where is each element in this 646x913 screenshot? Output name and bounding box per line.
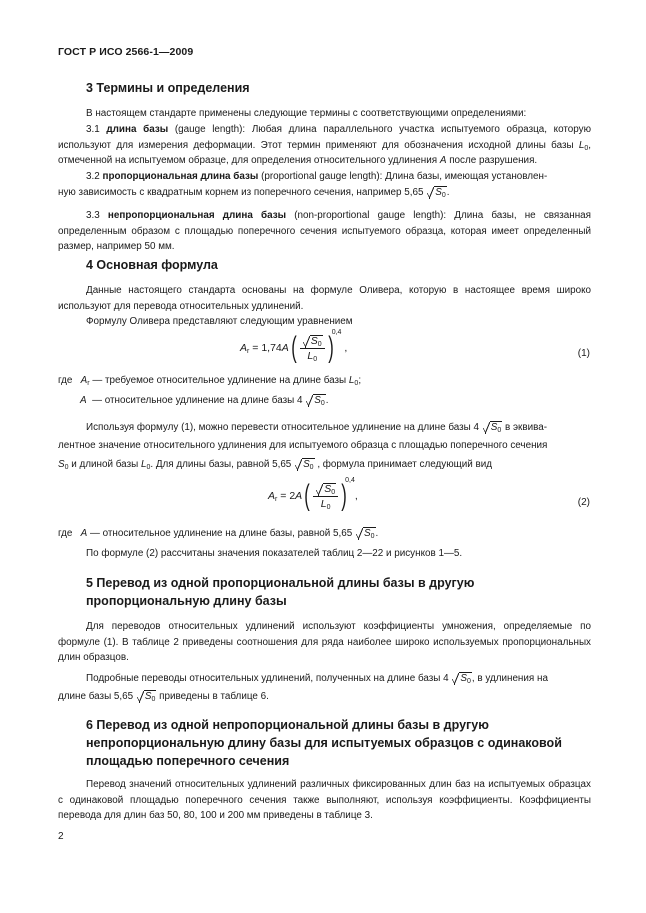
s4-para-4: По формуле (2) рассчитаны значения показателей таблиц 2—22 и рисунков 1—5. [86,548,463,559]
document-header: ГОСТ Р ИСО 2566-1—2009 [58,46,194,58]
s6-para-1: Перевод значений относительных удлинений различных фиксированных длин баз на испытуемых образцах с одинаковой площадью поперечного сечения также выполняют, используя коэффициенты. Коэффициенты перевода для длин баз 50, 80, 100 и 200 мм приведены в таблице 3. [58,779,591,822]
s3-intro: В настоящем стандарте применены следующие термины с соответствующими определениями: [86,108,527,119]
s5-para-2-line-1: Подробные переводы относительных удлинений, полученных на длине базы 4 $S_0$, в удлинения на [86,673,548,685]
sqrt-symbol: $S_0$ [427,186,447,199]
section-6-heading: 6 Перевод из одной непропорциональной длины базы в другую непропорциональную длину базы для испытуемых образцов с одинаковой площадью поперечного сечения [86,718,562,768]
equation-2-number: (2) [577,497,590,508]
equation-1-number: (1) [577,348,590,359]
term-3-2-name: пропорциональная длина базы [102,171,259,182]
where-line-3: где A — относительное удлинение на длине базы, равной 5,65 $S_0$. [58,528,379,540]
page-number: 2 [58,831,64,842]
s4-para-3-line-1: Используя формулу (1), можно перевести относительное удлинение на длине базы 4 $S_0$ в эквива- [86,422,548,434]
s5-para-2-line-2: длине базы 5,65 $S_0$ приведены в таблице 6. [58,691,269,703]
s5-para-1: Для переводов относительных удлинений используют коэффициенты умножения, определяемые по формуле (1). В таблице 2 приведены соотношения для ряда наиболее широко используемых пропорциональных длин образцов. [58,621,591,664]
s4-para-3-line-2: лентное значение относительного удлинения для испытуемого образца с площадью поперечного сечения [58,440,548,451]
where-line-1: где $A_r$ — требуемое относительное удлинение на длине базы $L_0$; [58,375,362,387]
s4-para-2: Формулу Оливера представляют следующим уравнением [86,316,353,327]
formula-1: $A_r = 1,74A$( $\frac{S_0}{L_0}$ )$^{0,4}$ , [240,328,348,364]
formula-2: $A_r = 2A$( $\frac{S_0}{L_0}$ )$^{0,4}$, [268,476,358,512]
where-line-2: A — относительное удлинение на длине базы 4 $S_0$. [80,395,329,407]
term-3-1-name: длина базы [106,124,169,135]
term-3-1: 3.1 длина базы (gauge length): Любая длина параллельного участка испытуемого образца, которую используют для измерения деформации. Этот термин применяют для обозначения исходной длины базы $L_0$, отмеченной на испытуемом образце, для определения относительного удлинения A после разрушения. [58,124,592,167]
term-3-2: 3.2 пропорциональная длина базы (proportional gauge length): Длина базы, имеющая установлен- [86,171,548,182]
s4-para-3-line-3: $S_0$ и длиной базы $L_0$. Для длины базы, равной 5,65 $S_0$ , формула принимает следующий вид [58,459,493,471]
section-4-heading: 4 Основная формула [86,258,218,272]
term-3-2-cont: ную зависимость с квадратным корнем из поперечного сечения, например 5,65 $S_0$. [58,187,450,199]
section-5-heading: 5 Перевод из одной пропорциональной длины базы в другую пропорциональную длину базы [86,576,475,608]
section-3-heading: 3 Термины и определения [86,81,250,95]
term-3-3: 3.3 непропорциональная длина базы (non-proportional gauge length): Длина базы, не связанная определенным образом с площадью поперечного сечения испытуемого образца, которая имеет определенный размер, например 50 мм. [58,210,592,253]
s4-para-1: Данные настоящего стандарта основаны на формуле Оливера, которую в настоящее время широко используют для перевода относительных удлинений. [58,285,591,312]
term-3-3-name: непропорциональная длина базы [107,210,287,221]
